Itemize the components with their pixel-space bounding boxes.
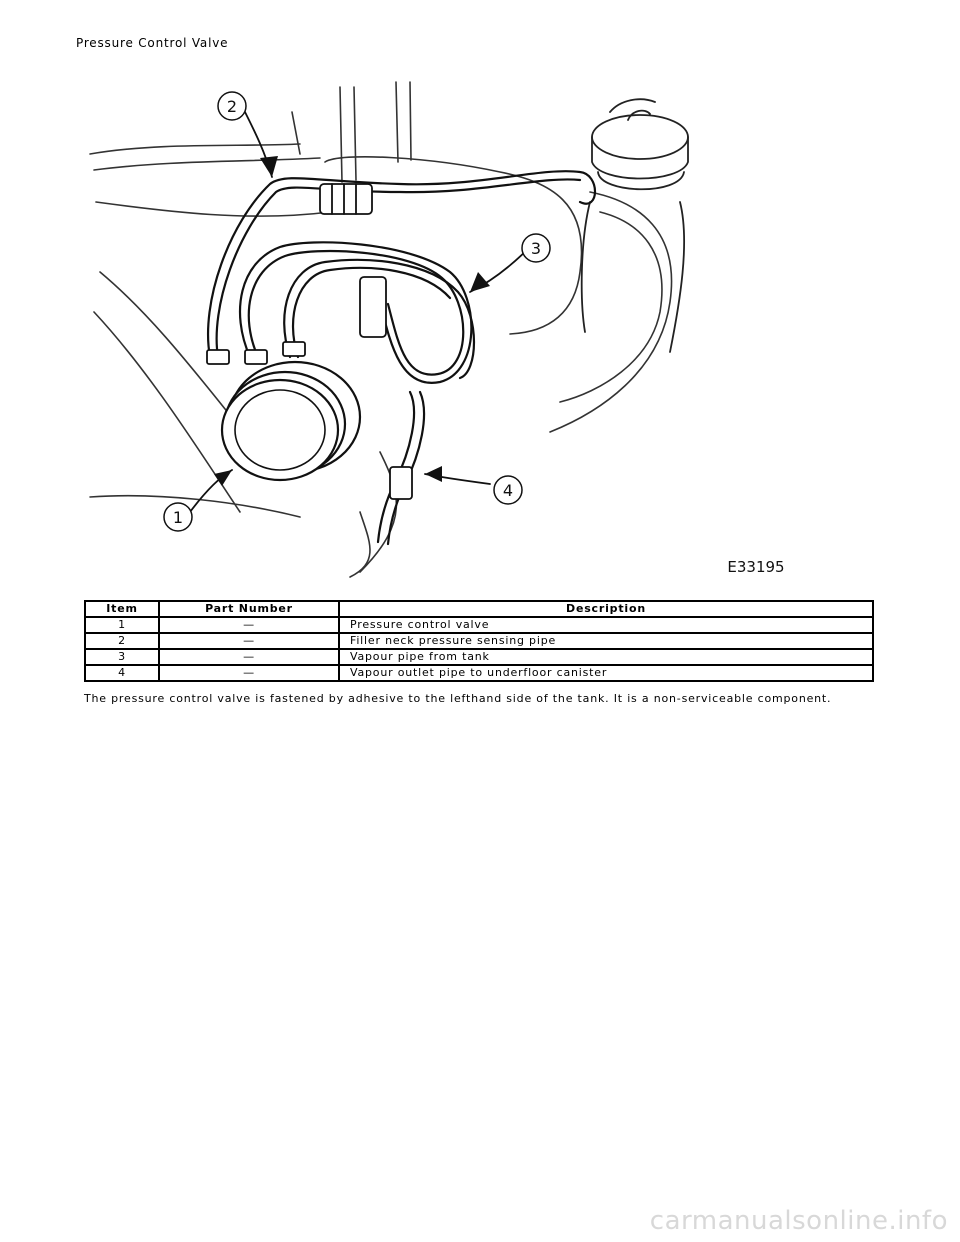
row-desc: Vapour pipe from tank <box>339 649 873 665</box>
valve-body <box>222 362 360 480</box>
row-part: — <box>159 633 339 649</box>
diagram-figure <box>80 72 800 582</box>
table-row <box>85 665 873 681</box>
table-row <box>85 649 873 665</box>
figure-ref: E33195 <box>727 558 785 576</box>
row-item: 1 <box>85 617 159 633</box>
callout-3: 3 <box>530 239 542 258</box>
header-item: Item <box>85 601 159 617</box>
row-part: — <box>159 617 339 633</box>
row-part: — <box>159 665 339 681</box>
description-paragraph: The pressure control valve is fastened by adhesive to the lefthand side of the tank. It is a non-serviceable component. <box>84 692 832 705</box>
parts-table <box>84 600 874 682</box>
row-desc: Vapour outlet pipe to underfloor canister <box>339 665 873 681</box>
watermark: carmanualsonline.info <box>649 1206 948 1236</box>
row-part: — <box>159 649 339 665</box>
table-header-row <box>85 601 873 617</box>
row-desc: Filler neck pressure sensing pipe <box>339 633 873 649</box>
header-part-number: Part Number <box>159 601 339 617</box>
callout-1: 1 <box>172 508 184 527</box>
callout-2: 2 <box>226 97 238 116</box>
row-item: 2 <box>85 633 159 649</box>
callout-circles <box>164 92 550 531</box>
header-description: Description <box>339 601 873 617</box>
table-row <box>85 633 873 649</box>
row-item: 3 <box>85 649 159 665</box>
table-row <box>85 617 873 633</box>
page-title: Pressure Control Valve <box>76 36 229 50</box>
row-desc: Pressure control valve <box>339 617 873 633</box>
callout-4: 4 <box>502 481 514 500</box>
filler-cap <box>582 99 688 352</box>
row-item: 4 <box>85 665 159 681</box>
